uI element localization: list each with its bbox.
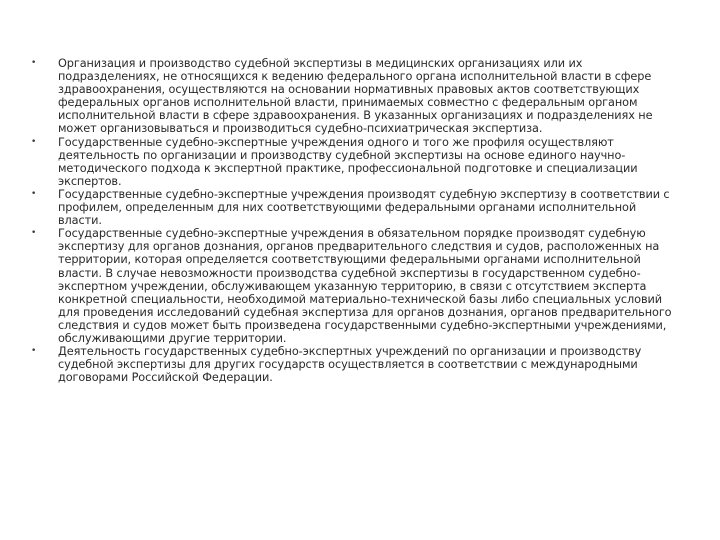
list-item (26, 188, 676, 227)
list-item (26, 345, 676, 384)
list-item-text: Государственные судебно-экспертные учреждения одного и того же профиля осуществляют деятельность по организации и производству судебной экспертизы на основе единого научно-методического подхода к экспертной практике, профессиональной подготовке и специализации экспертов. (58, 135, 638, 188)
bullet-icon: • (31, 346, 37, 357)
bullet-icon: • (31, 228, 37, 239)
list-item (26, 227, 676, 345)
bullet-list (26, 57, 676, 384)
list-item (26, 136, 676, 188)
bullet-icon: • (31, 58, 37, 68)
list-item-text: Государственные судебно-экспертные учреждения производят судебную экспертизу в соответствии с профилем, определенным для них соответствующими федеральными органами исполнительной власти. (58, 187, 670, 228)
bullet-icon: • (31, 136, 37, 147)
list-item-text: Государственные судебно-экспертные учреждения в обязательном порядке производят судебную экспертизу для органов дознания, органов предварительного следствия и судов, расположенных на территории, которая определяется соответствующими федеральными органами исполнительной власти. В случае невозможности производства судебной экспертизы в государственном судебно-экспертном учреждении, обслуживающем указанную территорию, в связи с отсутствием эксперта конкретной специальности, необходимой материально-технической базы либо специальных условий для проведения исследований судебная экспертиза для органов дознания, органов предварительного следствия и судов может быть произведена государственными судебно-экспертными учреждениями, обслуживающими другие территории. (58, 227, 672, 345)
list-item (26, 57, 676, 136)
bullet-icon: • (31, 188, 37, 199)
list-item-text: Деятельность государственных судебно-экспертных учреждений по организации и производству судебной экспертизы для других государств осуществляется в соответствии с международными договорами Российской Федерации. (58, 345, 642, 385)
list-item-text: Организация и производство судебной экспертизы в медицинских организациях или их подразделениях, не относящихся к ведению федерального органа исполнительной власти в сфере здравоохранения, осуществляются на основании нормативных правовых актов соответствующих федеральных органов исполнительной власти, принимаемых совместно с федеральным органом исполнительной власти в сфере здравоохранения. В указанных организациях и подразделениях не может организовываться и производиться судебно-психиатрическая экспертиза. (58, 57, 653, 136)
